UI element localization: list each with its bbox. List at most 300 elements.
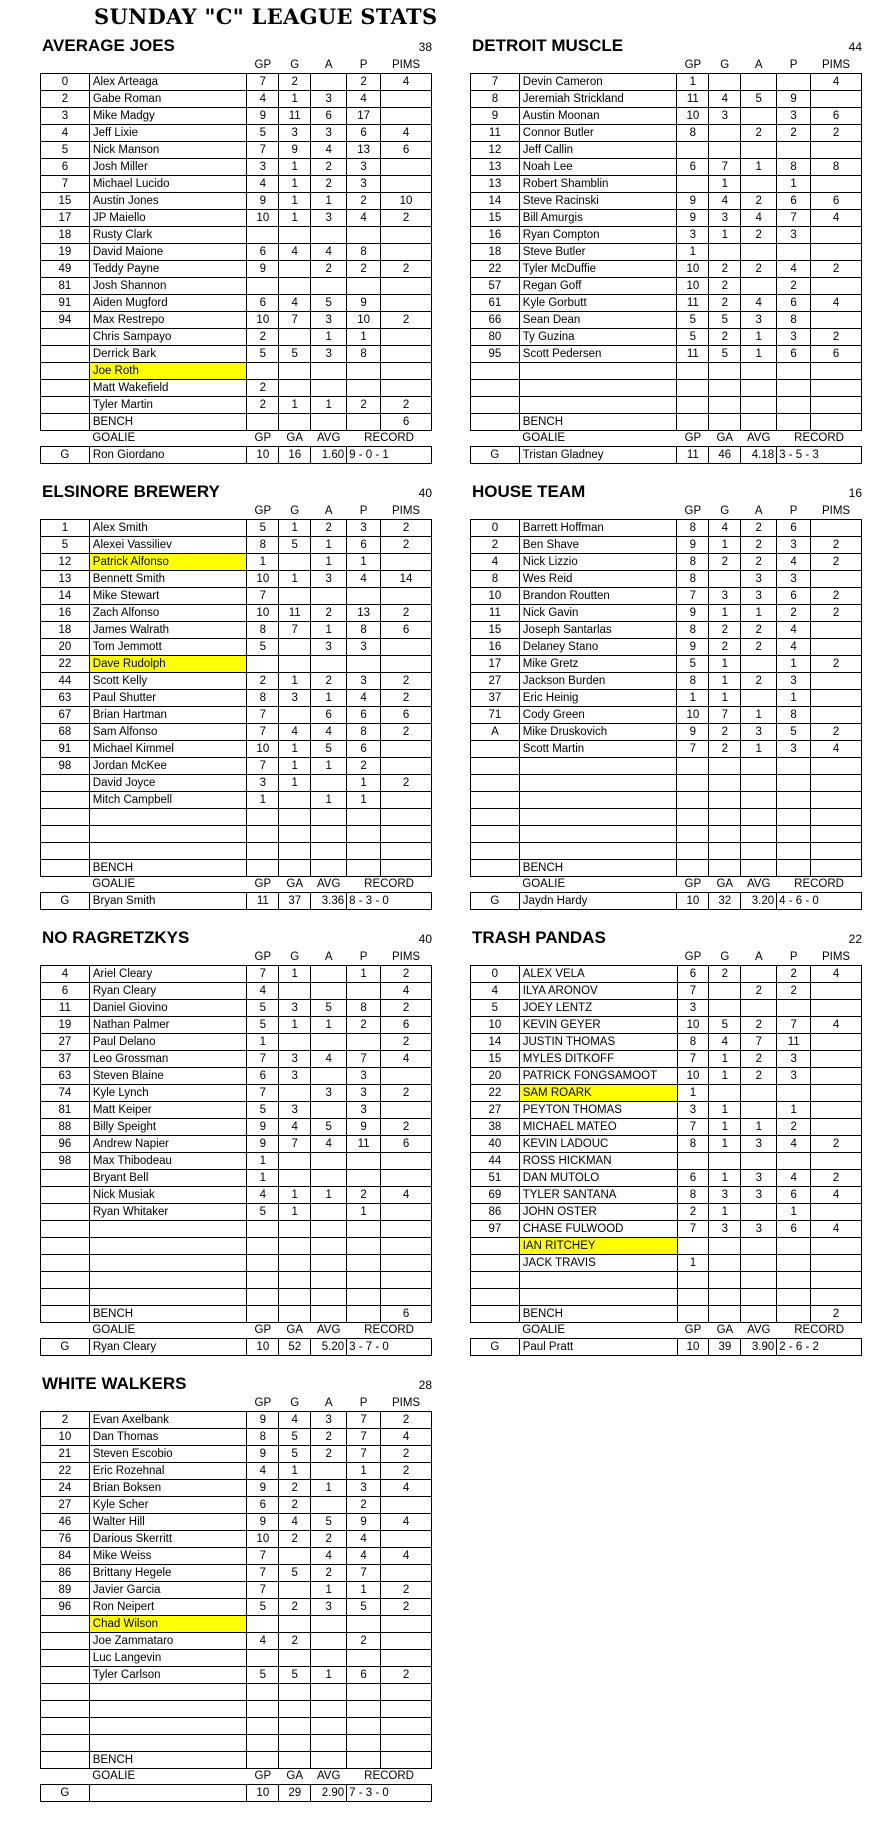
- player-a: [741, 809, 777, 826]
- player-p: [777, 397, 811, 414]
- player-num: 27: [41, 1497, 90, 1514]
- column-header-p: P: [359, 59, 368, 71]
- player-gp: 9: [247, 1480, 279, 1497]
- column-header-pims: PIMS: [391, 951, 421, 963]
- team-name: ELSINORE BREWERY: [42, 482, 220, 501]
- player-pims: [811, 1051, 862, 1068]
- player-num: [41, 792, 90, 809]
- player-g: 2: [279, 74, 311, 91]
- player-gp: 8: [247, 622, 279, 639]
- column-header-ga: GA: [286, 432, 304, 444]
- player-gp: 8: [677, 1136, 709, 1153]
- player-a: 5: [311, 1119, 347, 1136]
- player-name: [89, 809, 247, 826]
- player-a: 4: [311, 142, 347, 159]
- player-p: 2: [347, 1633, 381, 1650]
- player-name: Bill Amurgis: [519, 210, 677, 227]
- player-num: 98: [41, 758, 90, 775]
- team-stats-block: [40, 1374, 432, 1802]
- player-pims: [811, 312, 862, 329]
- player-gp: 7: [247, 724, 279, 741]
- player-name: Bennett Smith: [89, 571, 247, 588]
- player-g: 4: [279, 295, 311, 312]
- player-pims: [381, 1650, 432, 1667]
- player-p: [777, 775, 811, 792]
- player-g: 1: [279, 397, 311, 414]
- player-gp: 6: [247, 1497, 279, 1514]
- player-pims: [811, 1102, 862, 1119]
- player-g: 1: [279, 758, 311, 775]
- goalie-row: [41, 447, 432, 464]
- player-num: [41, 1204, 90, 1221]
- player-pims: 2: [381, 1034, 432, 1051]
- player-gp: [677, 843, 709, 860]
- player-num: [471, 826, 520, 843]
- player-row: [471, 1255, 862, 1272]
- player-name: JOEY LENTZ: [519, 1000, 677, 1017]
- player-a: 4: [311, 1051, 347, 1068]
- column-header-p: P: [359, 1397, 368, 1409]
- player-a: 4: [311, 724, 347, 741]
- player-name: Derrick Bark: [89, 346, 247, 363]
- player-a: [311, 1034, 347, 1051]
- player-a: 1: [311, 758, 347, 775]
- player-num: [41, 346, 90, 363]
- player-g: 1: [709, 1068, 741, 1085]
- player-row: [41, 1429, 432, 1446]
- player-a: 5: [741, 91, 777, 108]
- player-gp: 5: [247, 639, 279, 656]
- player-pims: [381, 843, 432, 860]
- player-row: [471, 1068, 862, 1085]
- column-header-a: A: [324, 59, 333, 71]
- player-a: 7: [741, 1034, 777, 1051]
- player-g: [279, 1153, 311, 1170]
- player-num: 98: [41, 1153, 90, 1170]
- player-g: 4: [709, 91, 741, 108]
- player-row: [41, 1684, 432, 1701]
- player-pims: [811, 707, 862, 724]
- player-a: 1: [311, 622, 347, 639]
- player-pims: [811, 520, 862, 537]
- player-a: 3: [311, 346, 347, 363]
- player-a: 2: [741, 639, 777, 656]
- player-p: 1: [347, 1582, 381, 1599]
- player-g: 4: [709, 1034, 741, 1051]
- column-header-g: G: [290, 1397, 300, 1409]
- player-a: [741, 108, 777, 125]
- player-a: 3: [741, 724, 777, 741]
- player-p: [777, 1238, 811, 1255]
- team-points: 40: [418, 486, 432, 500]
- player-g: [279, 1221, 311, 1238]
- team-header: [40, 1374, 432, 1396]
- player-pims: 2: [811, 724, 862, 741]
- player-gp: 7: [677, 1119, 709, 1136]
- player-name: [519, 1272, 677, 1289]
- player-p: 1: [347, 1463, 381, 1480]
- player-gp: 5: [247, 1102, 279, 1119]
- goalie-ga: 32: [709, 893, 741, 910]
- player-p: 2: [347, 193, 381, 210]
- player-num: 22: [471, 261, 520, 278]
- player-row: [471, 1102, 862, 1119]
- player-g: 1: [279, 1463, 311, 1480]
- team-stats-block: [40, 928, 432, 1356]
- player-row: [41, 1616, 432, 1633]
- player-p: 3: [777, 1051, 811, 1068]
- player-num: 44: [471, 1153, 520, 1170]
- column-header-pims: PIMS: [821, 59, 851, 71]
- player-num: 76: [41, 1531, 90, 1548]
- player-name: Teddy Payne: [89, 261, 247, 278]
- player-name: Jeff Lixie: [89, 125, 247, 142]
- player-p: [347, 809, 381, 826]
- goalie-label: GOALIE: [92, 1770, 136, 1782]
- player-a: 1: [311, 1582, 347, 1599]
- player-name: Andrew Napier: [89, 1136, 247, 1153]
- player-a: [741, 966, 777, 983]
- goalie-gp: 11: [677, 447, 709, 464]
- bench-row: [41, 1752, 432, 1769]
- player-pims: 14: [381, 571, 432, 588]
- player-a: 5: [311, 1000, 347, 1017]
- player-pims: 2: [381, 537, 432, 554]
- player-pims: 8: [811, 159, 862, 176]
- player-g: 2: [279, 1531, 311, 1548]
- player-row: [471, 741, 862, 758]
- player-row: [471, 142, 862, 159]
- player-p: 3: [777, 537, 811, 554]
- player-g: 1: [279, 673, 311, 690]
- player-p: 9: [347, 295, 381, 312]
- player-p: [347, 983, 381, 1000]
- goalie-avg: 3.36: [311, 893, 347, 910]
- player-p: 4: [777, 554, 811, 571]
- goalie-row: [41, 1785, 432, 1802]
- player-p: [347, 1701, 381, 1718]
- player-a: 4: [311, 1548, 347, 1565]
- player-p: [347, 380, 381, 397]
- player-g: 3: [279, 1051, 311, 1068]
- goalie-name: Paul Pratt: [519, 1339, 677, 1356]
- player-gp: [247, 656, 279, 673]
- player-a: [311, 843, 347, 860]
- player-pims: [381, 1204, 432, 1221]
- bench-pims: [811, 414, 862, 431]
- player-gp: [247, 1255, 279, 1272]
- player-pims: [381, 346, 432, 363]
- player-pims: [811, 363, 862, 380]
- player-a: [741, 142, 777, 159]
- player-p: 9: [777, 91, 811, 108]
- player-g: 4: [279, 1514, 311, 1531]
- player-name: [89, 1272, 247, 1289]
- player-name: Tyler Carlson: [89, 1667, 247, 1684]
- player-a: 2: [741, 1068, 777, 1085]
- player-a: [311, 1238, 347, 1255]
- bench-label: BENCH: [89, 414, 247, 431]
- player-num: 44: [41, 673, 90, 690]
- player-gp: 7: [677, 588, 709, 605]
- player-p: 4: [347, 571, 381, 588]
- player-row: [471, 363, 862, 380]
- team-stats-table: [470, 950, 862, 1356]
- player-pims: [381, 227, 432, 244]
- player-g: [709, 775, 741, 792]
- team-points: 44: [848, 40, 862, 54]
- player-num: [471, 758, 520, 775]
- player-gp: 9: [677, 537, 709, 554]
- player-p: 3: [347, 673, 381, 690]
- player-num: 14: [471, 1034, 520, 1051]
- bench-label: BENCH: [89, 1752, 247, 1769]
- player-name: Barrett Hoffman: [519, 520, 677, 537]
- goalie-label: GOALIE: [92, 878, 136, 890]
- player-pims: [811, 1034, 862, 1051]
- player-p: 1: [347, 775, 381, 792]
- player-row: [41, 1599, 432, 1616]
- player-p: 3: [347, 159, 381, 176]
- player-gp: 1: [677, 74, 709, 91]
- player-p: 6: [777, 193, 811, 210]
- player-name: Jeff Callin: [519, 142, 677, 159]
- player-gp: 8: [677, 125, 709, 142]
- player-g: 3: [279, 1068, 311, 1085]
- player-name: Kyle Gorbutt: [519, 295, 677, 312]
- goalie-record: 3 - 7 - 0: [347, 1339, 432, 1356]
- player-pims: 4: [811, 74, 862, 91]
- player-g: 1: [709, 227, 741, 244]
- player-gp: [247, 1701, 279, 1718]
- player-p: 2: [347, 1017, 381, 1034]
- player-pims: 2: [381, 397, 432, 414]
- goalie-name: [89, 1785, 247, 1802]
- goalie-gp: 10: [247, 1785, 279, 1802]
- player-a: [741, 1102, 777, 1119]
- player-name: Austin Jones: [89, 193, 247, 210]
- player-pims: [811, 1000, 862, 1017]
- player-row: [41, 1463, 432, 1480]
- player-pims: 4: [381, 125, 432, 142]
- player-a: 2: [311, 673, 347, 690]
- player-p: 11: [777, 1034, 811, 1051]
- column-header-g: G: [290, 951, 300, 963]
- player-g: [279, 1735, 311, 1752]
- player-row: [41, 1582, 432, 1599]
- player-pims: 6: [381, 1136, 432, 1153]
- goalie-column-headers: [471, 431, 862, 447]
- player-name: JOHN OSTER: [519, 1204, 677, 1221]
- player-a: [741, 1255, 777, 1272]
- column-header-goalie-gp: GP: [254, 878, 272, 890]
- player-a: 3: [741, 571, 777, 588]
- player-a: 2: [741, 554, 777, 571]
- player-num: [41, 1272, 90, 1289]
- player-name: Aiden Mugford: [89, 295, 247, 312]
- player-g: [279, 1272, 311, 1289]
- player-gp: 4: [247, 1463, 279, 1480]
- column-header-goalie-gp: GP: [684, 1324, 702, 1336]
- player-row: [41, 1667, 432, 1684]
- player-gp: 1: [677, 1255, 709, 1272]
- player-p: 7: [347, 1412, 381, 1429]
- player-g: 1: [709, 1119, 741, 1136]
- player-num: [471, 1255, 520, 1272]
- player-gp: 9: [247, 1412, 279, 1429]
- team-name: AVERAGE JOES: [42, 36, 175, 55]
- player-gp: 10: [677, 1068, 709, 1085]
- player-g: [279, 656, 311, 673]
- player-a: [741, 176, 777, 193]
- player-row: [41, 1255, 432, 1272]
- player-p: [777, 142, 811, 159]
- goalie-position: G: [41, 447, 90, 464]
- player-a: [741, 775, 777, 792]
- player-p: [347, 1735, 381, 1752]
- player-row: [471, 312, 862, 329]
- player-p: [777, 809, 811, 826]
- player-pims: [811, 397, 862, 414]
- player-gp: [677, 1272, 709, 1289]
- player-row: [41, 1701, 432, 1718]
- player-row: [471, 775, 862, 792]
- player-p: [347, 1616, 381, 1633]
- player-pims: [381, 1684, 432, 1701]
- goalie-label: GOALIE: [522, 1324, 566, 1336]
- player-pims: [381, 1289, 432, 1306]
- goalie-ga: 16: [279, 447, 311, 464]
- player-pims: 4: [381, 1548, 432, 1565]
- player-num: 16: [471, 639, 520, 656]
- player-row: [471, 380, 862, 397]
- player-name: Ryan Compton: [519, 227, 677, 244]
- player-p: 3: [347, 1480, 381, 1497]
- player-g: 7: [279, 622, 311, 639]
- player-p: 13: [347, 605, 381, 622]
- player-gp: 10: [247, 1531, 279, 1548]
- player-p: 6: [777, 346, 811, 363]
- player-a: 1: [311, 690, 347, 707]
- player-row: [41, 1221, 432, 1238]
- player-g: 3: [279, 1000, 311, 1017]
- player-a: 4: [741, 295, 777, 312]
- player-pims: 2: [381, 261, 432, 278]
- player-name: Paul Shutter: [89, 690, 247, 707]
- player-g: [279, 1701, 311, 1718]
- player-row: [41, 1017, 432, 1034]
- player-g: [279, 1650, 311, 1667]
- column-header-p: P: [359, 505, 368, 517]
- player-a: 3: [311, 312, 347, 329]
- player-gp: [677, 397, 709, 414]
- player-gp: 1: [247, 1034, 279, 1051]
- player-gp: 9: [677, 639, 709, 656]
- player-num: 5: [41, 537, 90, 554]
- player-pims: 2: [381, 210, 432, 227]
- player-name: Tom Jemmott: [89, 639, 247, 656]
- team-header: [40, 36, 432, 58]
- player-pims: 2: [811, 537, 862, 554]
- player-pims: [811, 673, 862, 690]
- player-num: 11: [41, 1000, 90, 1017]
- player-a: [311, 1684, 347, 1701]
- player-row: [471, 588, 862, 605]
- player-pims: [811, 278, 862, 295]
- player-gp: [247, 809, 279, 826]
- column-header-g: G: [720, 505, 730, 517]
- player-name: Austin Moonan: [519, 108, 677, 125]
- column-header-p: P: [359, 951, 368, 963]
- player-num: [471, 363, 520, 380]
- player-pims: 4: [811, 741, 862, 758]
- goalie-name: Ron Giordano: [89, 447, 247, 464]
- team-points: 38: [418, 40, 432, 54]
- player-g: [709, 1289, 741, 1306]
- player-a: [311, 1735, 347, 1752]
- player-pims: [381, 1238, 432, 1255]
- player-p: 9: [347, 1119, 381, 1136]
- player-num: A: [471, 724, 520, 741]
- team-header: [470, 36, 862, 58]
- player-a: [311, 1255, 347, 1272]
- player-row: [41, 108, 432, 125]
- stats-column-headers: [471, 58, 862, 74]
- player-pims: [811, 1238, 862, 1255]
- player-pims: [811, 690, 862, 707]
- player-g: 2: [279, 1497, 311, 1514]
- player-gp: 5: [677, 656, 709, 673]
- player-name: Jackson Burden: [519, 673, 677, 690]
- player-gp: [247, 363, 279, 380]
- player-row: [41, 346, 432, 363]
- column-header-gp: GP: [254, 505, 272, 517]
- player-p: 2: [777, 605, 811, 622]
- player-a: 2: [311, 261, 347, 278]
- player-num: 24: [41, 1480, 90, 1497]
- player-a: 4: [311, 1136, 347, 1153]
- player-name: Steven Escobio: [89, 1446, 247, 1463]
- goalie-gp: 10: [247, 447, 279, 464]
- player-a: 2: [311, 176, 347, 193]
- player-gp: 9: [247, 261, 279, 278]
- team-stats-table: [40, 1396, 432, 1802]
- player-a: [311, 1102, 347, 1119]
- player-row: [471, 210, 862, 227]
- player-g: 2: [279, 1599, 311, 1616]
- column-header-pims: PIMS: [821, 505, 851, 517]
- player-a: [311, 809, 347, 826]
- player-gp: 5: [247, 1000, 279, 1017]
- goalie-ga: 37: [279, 893, 311, 910]
- player-num: 37: [471, 690, 520, 707]
- column-header-a: A: [754, 59, 763, 71]
- player-g: 2: [709, 741, 741, 758]
- player-a: 2: [311, 159, 347, 176]
- player-gp: 1: [247, 554, 279, 571]
- player-a: 5: [311, 1514, 347, 1531]
- player-pims: [811, 843, 862, 860]
- player-pims: 4: [381, 983, 432, 1000]
- player-name: [89, 1221, 247, 1238]
- player-row: [41, 758, 432, 775]
- player-p: 6: [777, 1187, 811, 1204]
- player-num: 15: [471, 1051, 520, 1068]
- player-num: [41, 1650, 90, 1667]
- goalie-name: Bryan Smith: [89, 893, 247, 910]
- player-g: [279, 707, 311, 724]
- player-gp: [677, 1289, 709, 1306]
